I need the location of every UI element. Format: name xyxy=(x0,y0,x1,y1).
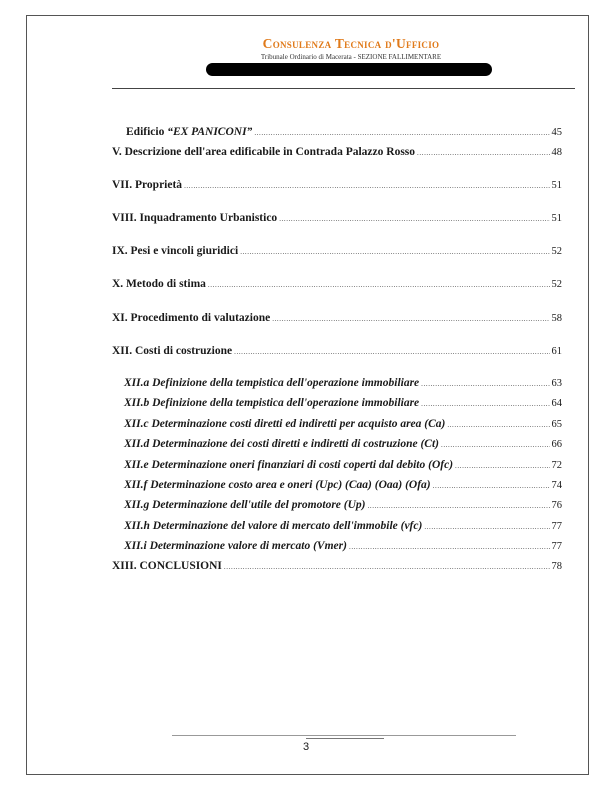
toc-entry-label: XII.d Determinazione dei costi diretti e indiretti di costruzione (Ct) xyxy=(124,438,439,450)
toc-leader xyxy=(421,380,549,388)
toc-entry-label: VIII. Inquadramento Urbanistico xyxy=(112,212,278,224)
toc-entry[interactable] xyxy=(112,245,562,257)
toc-entry[interactable] xyxy=(112,146,562,158)
toc-entry-label: XII.e Determinazione oneri finanziari di costi coperti dal debito (Ofc) xyxy=(124,459,454,471)
toc-entry-label: V. Descrizione dell'area edificabile in Contrada Palazzo Rosso xyxy=(112,146,416,158)
toc-leader xyxy=(254,129,549,137)
toc-entry-label: IX. Pesi e vincoli giuridici xyxy=(112,245,239,257)
toc-leader xyxy=(433,482,550,490)
toc-page-number: 65 xyxy=(551,419,562,430)
toc-entry[interactable] xyxy=(112,179,562,191)
toc-subentry[interactable] xyxy=(124,540,562,552)
toc-page-number: 77 xyxy=(551,541,562,552)
toc-page-number: 58 xyxy=(551,313,562,324)
toc-subentry[interactable] xyxy=(124,499,562,511)
toc-subentry[interactable] xyxy=(124,438,562,450)
toc-entry[interactable] xyxy=(112,312,562,324)
footer-divider-short xyxy=(306,738,384,739)
toc-leader xyxy=(208,281,550,289)
footer-divider xyxy=(172,735,516,736)
toc-entry-label: XII.i Determinazione valore di mercato (Vmer) xyxy=(124,540,347,552)
toc-entry-label: XII.c Determinazione costi diretti ed indiretti per acquisto area (Ca) xyxy=(124,418,446,430)
page-number: 3 xyxy=(302,741,310,753)
toc-leader xyxy=(349,543,550,551)
toc-page-number: 48 xyxy=(551,147,562,158)
toc-page-number: 51 xyxy=(551,213,562,224)
toc-entry-label: X. Metodo di stima xyxy=(112,278,206,290)
toc-entry-label: XIII. CONCLUSIONI xyxy=(112,560,222,572)
toc-entry[interactable] xyxy=(112,345,562,357)
toc-page-number: 51 xyxy=(551,180,562,191)
header-subtitle: Tribunale Ordinario di Macerata - SEZIONE FALLIMENTARE xyxy=(260,53,442,61)
toc-leader xyxy=(184,182,549,190)
toc-leader xyxy=(368,502,550,510)
toc-entry-label: XII.a Definizione della tempistica dell'operazione immobiliare xyxy=(124,377,420,389)
toc-page-number: 52 xyxy=(551,279,562,290)
toc-leader xyxy=(447,421,549,429)
toc-subentry[interactable] xyxy=(124,479,562,491)
toc-leader xyxy=(272,315,549,323)
toc-entry-label: XII.g Determinazione dell'utile del promotore (Up) xyxy=(124,499,366,511)
toc-leader xyxy=(417,149,549,157)
toc-leader xyxy=(441,441,550,449)
toc-leader xyxy=(234,348,549,356)
toc-page-number: 77 xyxy=(551,521,562,532)
toc-entry-label: XII.h Determinazione del valore di mercato dell'immobile (vfc) xyxy=(124,520,423,532)
toc-subentry[interactable] xyxy=(124,418,562,430)
toc-leader xyxy=(424,523,549,531)
toc-entry[interactable] xyxy=(112,560,562,572)
toc-entry-label: XI. Procedimento di valutazione xyxy=(112,312,271,324)
toc-leader xyxy=(421,400,549,408)
toc-page-number: 72 xyxy=(551,460,562,471)
toc-entry-label: XII.b Definizione della tempistica dell'operazione immobiliare xyxy=(124,397,420,409)
toc-entry-label: XII. Costi di costruzione xyxy=(112,345,233,357)
toc-page-number: 52 xyxy=(551,246,562,257)
toc-leader xyxy=(224,563,550,571)
toc-page-number: 45 xyxy=(551,127,562,138)
toc-page-number: 76 xyxy=(551,500,562,511)
toc-page-number: 63 xyxy=(551,378,562,389)
toc-subentry[interactable] xyxy=(124,377,562,389)
toc-subentry[interactable] xyxy=(124,397,562,409)
toc-subentry[interactable] xyxy=(124,520,562,532)
toc-page-number: 64 xyxy=(551,398,562,409)
toc-page-number: 78 xyxy=(551,561,562,572)
toc-entry[interactable] xyxy=(112,212,562,224)
header-title: Consulenza Tecnica d'Ufficio xyxy=(262,36,440,51)
toc-leader xyxy=(455,462,549,470)
toc-page-number: 74 xyxy=(551,480,562,491)
toc-page-number: 66 xyxy=(551,439,562,450)
toc-subentry[interactable] xyxy=(124,459,562,471)
toc-entry[interactable] xyxy=(126,126,562,138)
toc-entry[interactable] xyxy=(112,278,562,290)
toc-page-number: 61 xyxy=(551,346,562,357)
toc-leader xyxy=(240,248,549,256)
toc-entry-label: VII. Proprietà xyxy=(112,179,183,191)
toc-leader xyxy=(279,215,549,223)
toc-entry-label: Edificio “EX PANICONI” xyxy=(126,126,253,138)
toc-entry-label: XII.f Determinazione costo area e oneri (Upc) (Caa) (Oaa) (Ofa) xyxy=(124,479,431,491)
